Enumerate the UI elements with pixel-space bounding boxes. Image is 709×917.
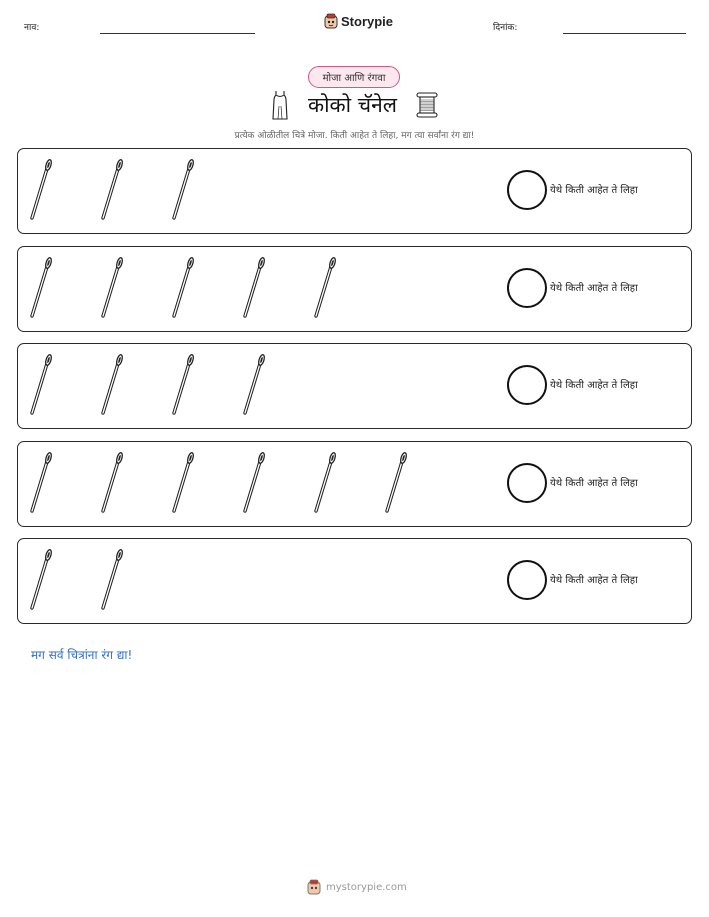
answer-label: येथे किती आहेत ते लिहा (550, 477, 638, 489)
storypie-mascot-icon (307, 879, 321, 895)
date-line[interactable] (563, 33, 686, 34)
needle-icon[interactable] (172, 450, 196, 514)
instructions: प्रत्येक ओळीतील चित्रे मोजा. किती आहेत ते लिहा, मग त्या सर्वांना रंग द्या! (234, 131, 475, 141)
needle-icon[interactable] (172, 352, 196, 416)
needle-icon[interactable] (101, 352, 125, 416)
needle-icon[interactable] (314, 255, 338, 319)
answer-circle[interactable] (507, 268, 547, 308)
needle-icon[interactable] (101, 157, 125, 221)
name-line[interactable] (100, 33, 255, 34)
needle-icon[interactable] (385, 450, 409, 514)
count-row (17, 441, 692, 527)
needle-icon[interactable] (30, 255, 54, 319)
activity-badge: मोजा आणि रंगवा (308, 66, 400, 88)
needle-icon[interactable] (172, 255, 196, 319)
needle-icon[interactable] (243, 450, 267, 514)
count-row (17, 343, 692, 429)
answer-label: येथे किती आहेत ते लिहा (550, 575, 638, 586)
needle-icon[interactable] (30, 450, 54, 514)
needle-icon[interactable] (172, 157, 196, 221)
site-footer (307, 879, 407, 895)
answer-label: येथे किती आहेत ते लिहा (550, 185, 638, 196)
answer-circle[interactable] (507, 170, 547, 210)
thread-spool-icon (415, 92, 439, 118)
needle-icon[interactable] (314, 450, 338, 514)
needle-icon[interactable] (101, 255, 125, 319)
footer-note: मग सर्व चित्रांना रंग द्या! (31, 648, 133, 662)
date-label: दिनांक: (493, 23, 518, 33)
brand-name: Storypie (341, 13, 394, 29)
storypie-mascot-icon (324, 13, 338, 29)
site-url: mystorypie.com (326, 881, 407, 893)
count-row (17, 538, 692, 624)
name-label: नाव: (24, 23, 40, 33)
count-row (17, 246, 692, 332)
needle-icon[interactable] (101, 547, 125, 611)
answer-circle[interactable] (507, 365, 547, 405)
count-row (17, 148, 692, 234)
needle-icon[interactable] (30, 157, 54, 221)
answer-label: येथे किती आहेत ते लिहा (550, 380, 638, 391)
title-text: कोको चॅनेल (307, 93, 398, 117)
needle-icon[interactable] (243, 352, 267, 416)
needle-icon[interactable] (243, 255, 267, 319)
needle-icon[interactable] (101, 450, 125, 514)
needle-icon[interactable] (30, 547, 54, 611)
worksheet-title (0, 90, 709, 120)
dress-icon (270, 90, 290, 120)
answer-label: येथे किती आहेत ते लिहा (550, 282, 638, 294)
answer-circle[interactable] (507, 463, 547, 503)
needle-icon[interactable] (30, 352, 54, 416)
answer-circle[interactable] (507, 560, 547, 600)
storypie-logo (324, 13, 393, 29)
